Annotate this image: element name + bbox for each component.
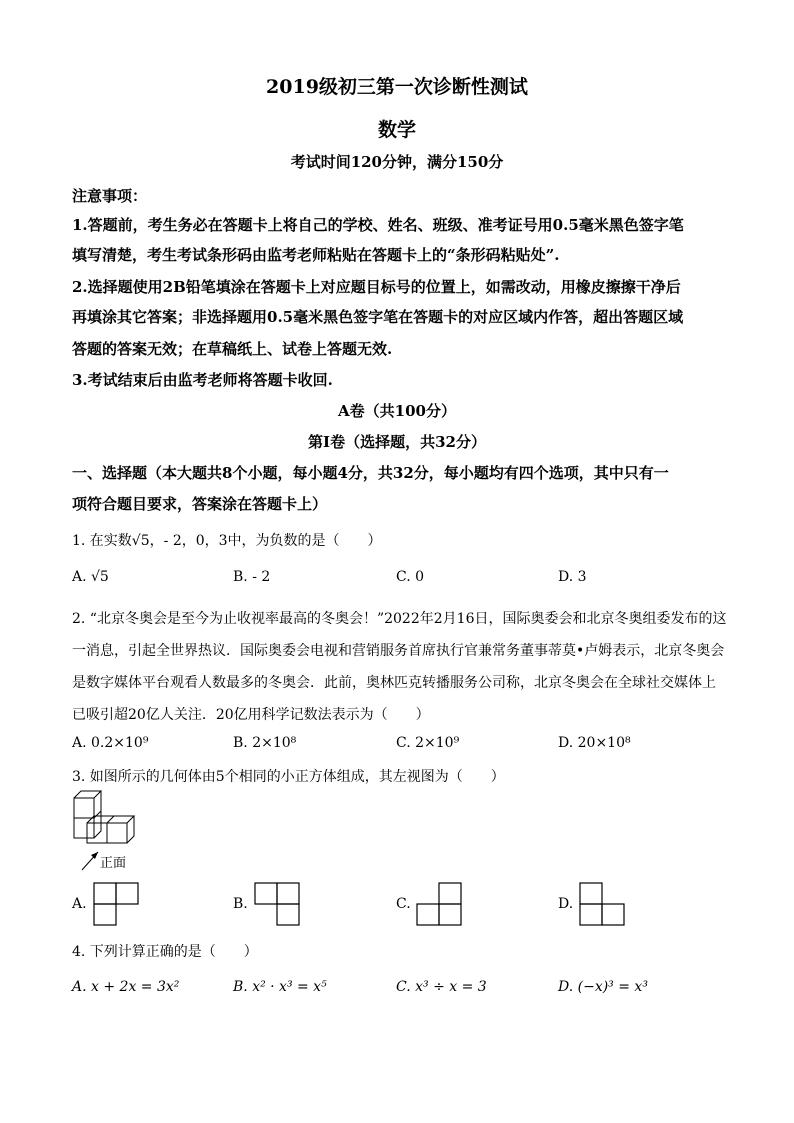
cube-edge [107, 816, 114, 823]
note-2-line-1: 2.选择题使用2B铅笔填涂在答题卡上对应题目标号的位置上，如需改动，用橡皮擦擦干净后 [72, 278, 681, 296]
q4-option-d: D. (−x)³ = x³ [558, 979, 648, 995]
a-juan-heading: A卷（共100分） [338, 402, 456, 420]
q3-option-a-label: A. [72, 896, 87, 912]
q3-stem: 3. 如图所示的几何体由5个相同的小正方体组成，其左视图为（ ） [72, 769, 505, 785]
q3-option-c-label: C. [396, 896, 411, 912]
q2-line-3: 是数字媒体平台观看人数最多的冬奥会．此前，奥林匹克转播服务公司称，北京冬奥会在全球社交媒体上 [72, 675, 716, 691]
q3-option-d-label: D. [558, 896, 574, 912]
q3-option-b-figure [254, 882, 300, 926]
q3-option-c-figure [416, 882, 462, 926]
note-1-line-1: 1.答题前，考生务必在答题卡上将自己的学校、姓名、班级、准考证号用0.5毫米黑色签字笔 [72, 216, 684, 234]
notes-heading: 注意事项： [72, 187, 148, 205]
q1-option-b: B. - 2 [233, 569, 271, 585]
note-2-line-3: 答题的答案无效；在草稿纸上、试卷上答题无效. [72, 340, 393, 358]
q2-line-1: 2. “北京冬奥会是至今为止收视率最高的冬奥会！”2022年2月16日，国际奥委会和北京冬奥组委发布的这 [72, 611, 727, 627]
cube-face [107, 823, 127, 843]
q4-option-b: B. x² · x³ = x⁵ [233, 979, 327, 995]
q2-line-4: 已吸引超20亿人关注．20亿用科学记数法表示为（ ） [72, 707, 430, 723]
cube-edge [94, 811, 101, 818]
q4-stem: 4. 下列计算正确的是（ ） [72, 944, 258, 960]
note-3: 3.考试结束后由监考老师将答题卡收回. [72, 371, 333, 389]
front-label: 正面 [100, 856, 127, 871]
q4-option-c: C. x³ ÷ x = 3 [396, 979, 487, 995]
time-score: 考试时间120分钟，满分150分 [290, 153, 504, 171]
note-2-line-2: 再填涂其它答案；非选择题用0.5毫米黑色签字笔在答题卡的对应区域内作答，超出答题区域 [72, 308, 684, 326]
juan-1-heading: 第I卷（选择题，共32分） [308, 433, 486, 451]
q3-option-a-figure [93, 882, 139, 926]
q1-option-a: A. √5 [72, 569, 109, 585]
q1-option-c: C. 0 [396, 569, 425, 585]
note-1-line-2: 填写清楚，考生考试条形码由监考老师粘贴在答题卡上的“条形码粘贴处”. [72, 246, 560, 264]
q1-option-d: D. 3 [558, 569, 587, 585]
q2-line-2: 一消息，引起全世界热议．国际奥委会电视和营销服务首席执行官兼常务董事蒂莫•卢姆表示，北京冬奥会 [72, 643, 725, 659]
cube-face [74, 798, 94, 818]
subject-title: 数学 [377, 119, 416, 141]
cube-face [74, 818, 94, 838]
q1-stem: 1. 在实数√5，- 2，0，3中，为负数的是（ ） [72, 533, 382, 549]
q2-option-b: B. 2×10⁸ [233, 735, 297, 751]
q2-option-d: D. 20×10⁸ [558, 735, 631, 751]
exam-title: 2019级初三第一次诊断性测试 [266, 76, 528, 98]
q2-option-c: C. 2×10⁹ [396, 735, 460, 751]
q3-option-b-label: B. [233, 896, 248, 912]
part-1-heading-line-2: 项符合题目要求，答案涂在答题卡上） [72, 495, 328, 513]
cube-face [107, 823, 127, 843]
q4-option-a: A. x + 2x = 3x² [72, 979, 180, 995]
cube-face [87, 823, 107, 843]
q3-option-d-figure [579, 882, 625, 926]
part-1-heading-line-1: 一、选择题（本大题共8个小题，每小题4分，共32分，每小题均有四个选项，其中只有一 [72, 464, 669, 482]
q2-option-a: A. 0.2×10⁹ [72, 735, 149, 751]
cube-top [74, 791, 101, 798]
